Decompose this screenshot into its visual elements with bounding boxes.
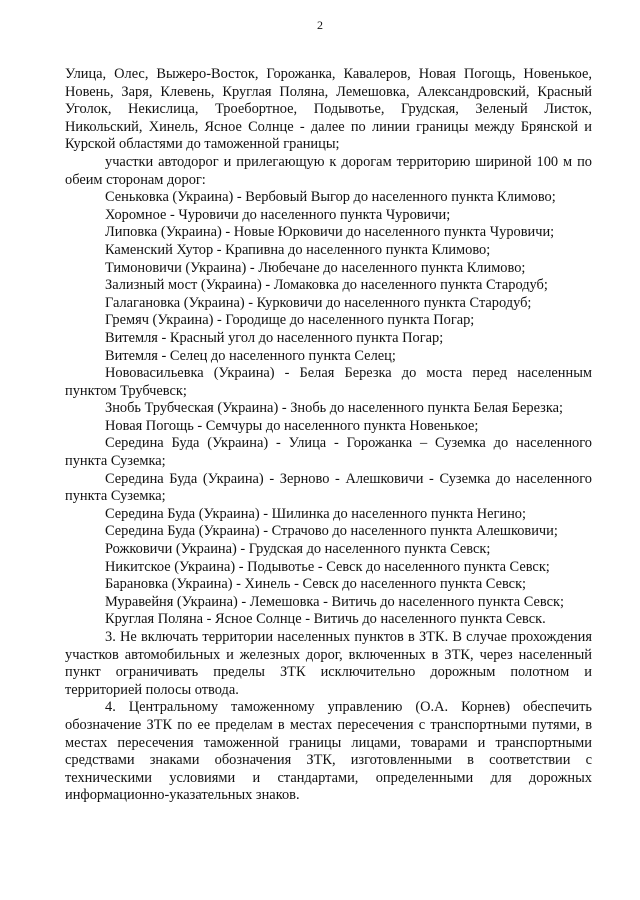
list-item: Витемля - Селец до населенного пункта Селец;	[105, 347, 396, 364]
list-item: Муравейня (Украина) - Лемешовка - Витичь до населенного пункта Севск;	[105, 593, 564, 610]
list-item: Рожковичи (Украина) - Грудская до населенного пункта Севск;	[105, 541, 491, 558]
list-item: Каменский Хутор - Крапивна до населенного пункта Климово;	[105, 241, 491, 258]
road-sections-list	[65, 189, 592, 629]
page-number: 2	[317, 18, 323, 32]
list-item: Середина Буда (Украина) - Зерново - Алешковичи - Суземка до населенного пункта Суземка;	[65, 470, 592, 505]
list-item: Липовка (Украина) - Новые Юрковичи до населенного пункта Чуровичи;	[105, 224, 555, 241]
clause-3: 3. Не включать территории населенных пунктов в ЗТК. В случае прохождения участков автомобильных и железных дорог, включенных в ЗТК, через населенный пункт ограничивать пределы ЗТК исключительно дорожным полотном и территорией полосы отвода.	[65, 629, 592, 698]
list-item: Сеньковка (Украина) - Вербовый Выгор до населенного пункта Климово;	[105, 189, 556, 206]
list-item: Галагановка (Украина) - Курковичи до населенного пункта Стародуб;	[105, 294, 532, 311]
list-item: Новая Погощь - Семчуры до населенного пункта Новенькое;	[105, 417, 479, 434]
list-item: Круглая Поляна - Ясное Солнце - Витичь до населенного пункта Севск.	[105, 611, 546, 628]
clause-4: 4. Центральному таможенному управлению (О.А. Корнев) обеспечить обозначение ЗТК по ее пределам в местах пересечения с транспортными путями, в местах пересечения таможенной границы лицами, товарами и транспортными средствами знаками обозначения ЗТК, изготовленными в соответствии с техническими условиями и стандартами, определенными для дорожных информационно-указательных знаков.	[65, 699, 592, 804]
list-item: Никитское (Украина) - Подывотье - Севск до населенного пункта Севск;	[105, 558, 550, 575]
list-item: Середина Буда (Украина) - Шилинка до населенного пункта Негино;	[105, 505, 526, 522]
list-item: Витемля - Красный угол до населенного пункта Погар;	[105, 329, 444, 346]
list-item: Середина Буда (Украина) - Страчово до населенного пункта Алешковичи;	[105, 523, 558, 540]
paragraph-road-sections-intro: участки автодорог и прилегающую к дорогам территорию шириной 100 м по обеим сторонам дорог:	[65, 153, 592, 188]
list-item: Зализный мост (Украина) - Ломаковка до населенного пункта Стародуб;	[105, 277, 548, 294]
list-item: Гремяч (Украина) - Городище до населенного пункта Погар;	[105, 312, 475, 329]
list-item: Середина Буда (Украина) - Улица - Горожанка – Суземка до населенного пункта Суземка;	[65, 435, 592, 470]
list-item: Барановка (Украина) - Хинель - Севск до населенного пункта Севск;	[105, 576, 527, 593]
paragraph-settlements: Улица, Олес, Выжеро-Восток, Горожанка, Кавалеров, Новая Погощь, Новенькое, Новень, Заря, Клевень, Круглая Поляна, Лемешовка, Александровский, Красный Уголок, Некислица, Троебортное, Подывотье, Грудская, Зеленый Листок, Никольский, Хинель, Ясное Солнце - далее по линии границы между Брянской и Курской областями до таможенной границы;	[65, 66, 592, 153]
list-item: Хоромное - Чуровичи до населенного пункта Чуровичи;	[105, 206, 451, 223]
list-item: Тимоновичи (Украина) - Любечане до населенного пункта Климово;	[105, 259, 526, 276]
list-item: Знобь Трубческая (Украина) - Знобь до населенного пункта Белая Березка;	[105, 400, 564, 417]
document-body	[65, 66, 592, 805]
list-item: Нововасильевка (Украина) - Белая Березка до моста перед населенным пунктом Трубчевск;	[65, 365, 592, 399]
